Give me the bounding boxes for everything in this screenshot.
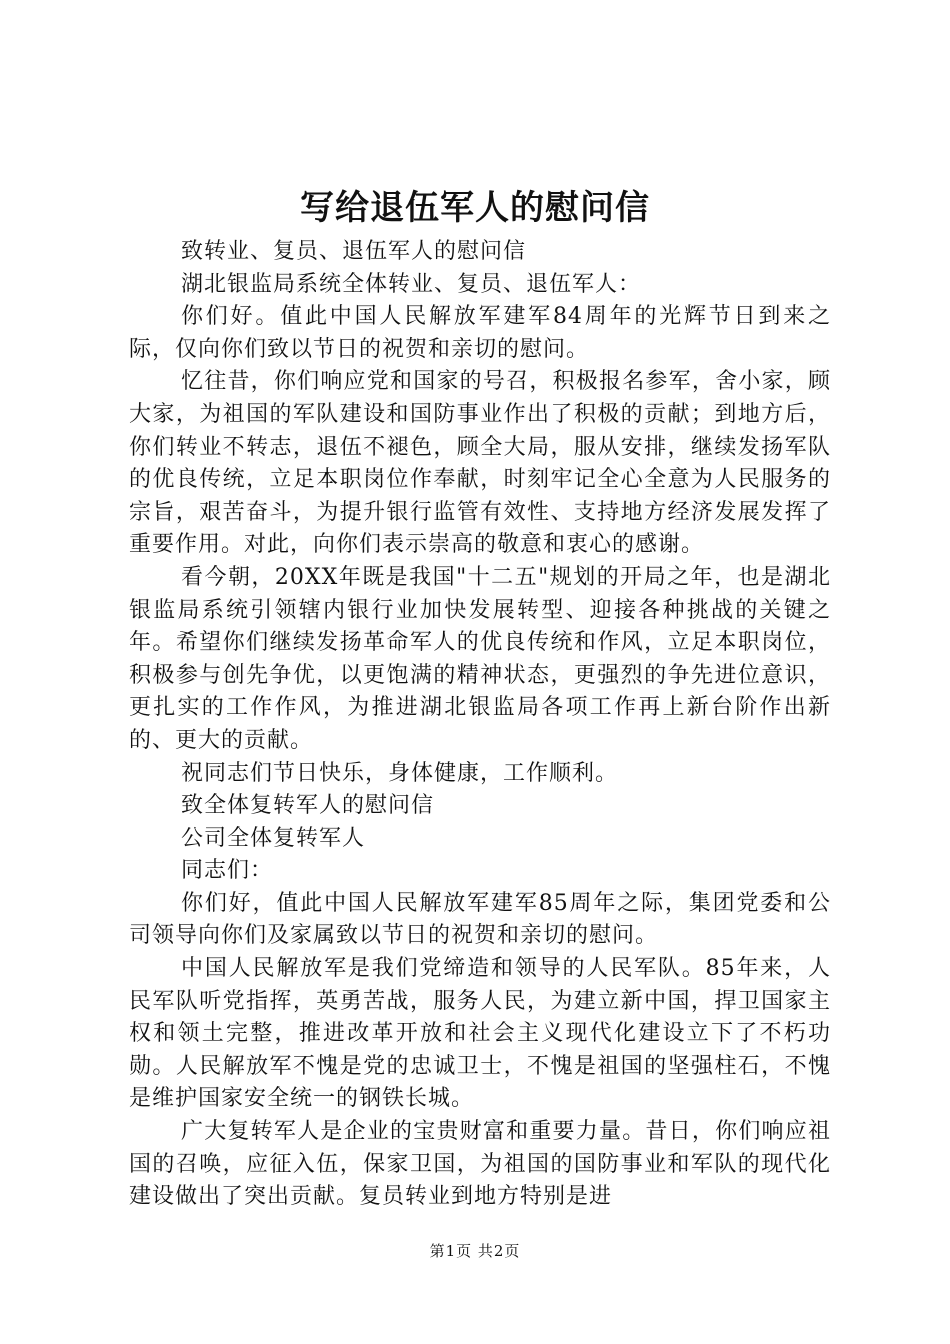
paragraph: 致转业、复员、退伍军人的慰问信	[181, 239, 527, 264]
paragraph: 中国人民解放军是我们党缔造和领导的人民军队。85年来，人民军队听党指挥，英勇苦战，服务人民，为建立新中国，捍卫国家主权和领土完整，推进改革开放和社会主义现代化建设立下了不朽功勋。人民解放军不愧是党的忠诚卫士，不愧是祖国的坚强柱石，不愧是维护国家安全统一的钢铁长城。	[129, 956, 831, 1112]
paragraph: 公司全体复转军人	[181, 825, 366, 851]
paragraph: 你们好。值此中国人民解放军建军84周年的光辉节日到来之际，仅向你们致以节日的祝贺和亲切的慰问。	[129, 304, 831, 362]
paragraph: 广大复转军人是企业的宝贵财富和重要力量。昔日，你们响应祖国的召唤，应征入伍，保家卫国，为祖国的国防事业和军队的现代化建设做出了突出贡献。复员转业到地方特别是进	[129, 1119, 831, 1210]
page-footer: 第1页 共2页	[429, 1242, 521, 1260]
paragraph: 祝同志们节日快乐，身体健康，工作顺利。	[181, 760, 619, 786]
paragraph: 你们好，值此中国人民解放军建军85周年之际，集团党委和公司领导向你们及家属致以节日的祝贺和亲切的慰问。	[129, 890, 831, 949]
paragraph: 忆往昔，你们响应党和国家的号召，积极报名参军，舍小家，顾大家，为祖国的军队建设和国防事业作出了积极的贡献；到地方后，你们转业不转志，退伍不褪色，顾全大局，服从安排，继续发扬军队的优良传统，立足本职岗位作奉献，时刻牢记全心全意为人民服务的宗旨，艰苦奋斗，为提升银行监管有效性、支持地方经济发展发挥了重要作用。对此，向你们表示崇高的敬意和衷心的感谢。	[129, 369, 831, 558]
paragraph: 同志们：	[181, 858, 274, 884]
document-title: 写给退伍军人的慰问信	[300, 188, 650, 228]
paragraph: 湖北银监局系统全体转业、复员、退伍军人：	[181, 271, 642, 297]
paragraph: 看今朝，20XX年既是我国"十二五"规划的开局之年，也是湖北银监局系统引领辖内银行业加快发展转型、迎接各种挑战的关键之年。希望你们继续发扬革命军人的优良传统和作风，立足本职岗位，积极参与创先争优，以更饱满的精神状态，更强烈的争先进位意识，更扎实的工作作风，为推进湖北银监局各项工作再上新台阶作出新的、更大的贡献。	[129, 564, 831, 753]
document-body	[129, 236, 831, 1214]
paragraph: 致全体复转军人的慰问信	[181, 793, 435, 819]
